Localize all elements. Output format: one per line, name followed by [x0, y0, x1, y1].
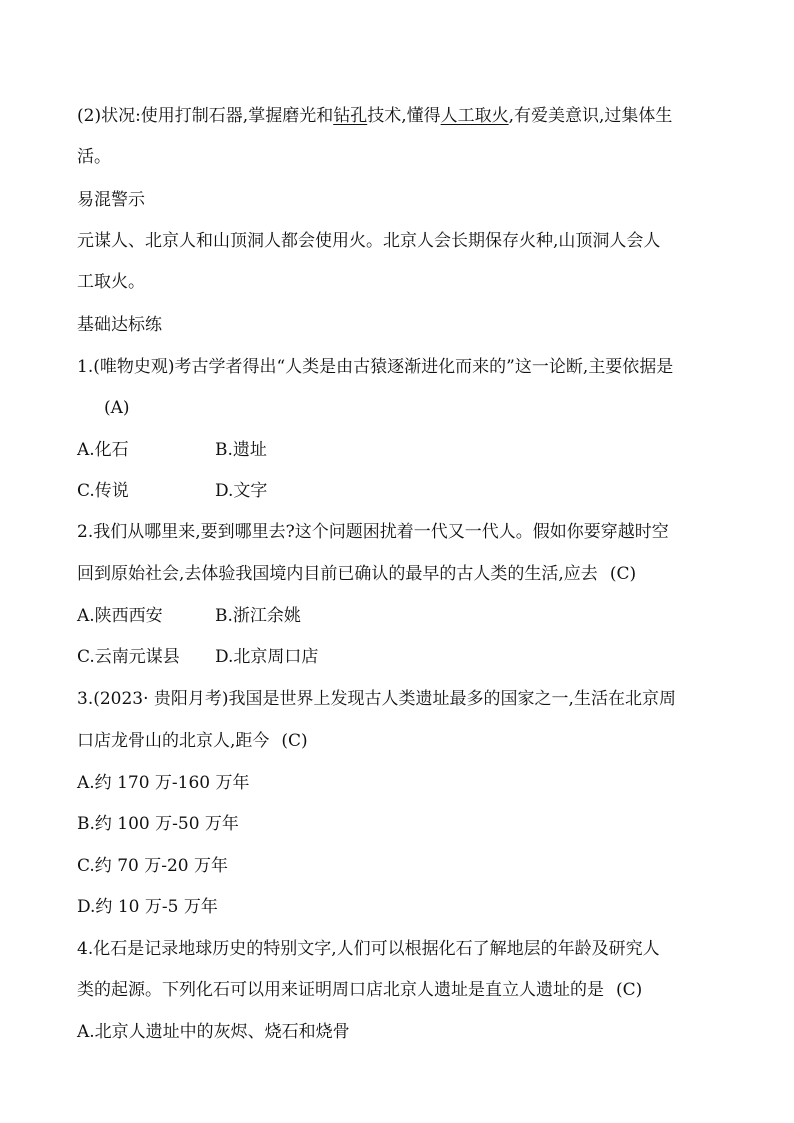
status-text-b: 技术,懂得	[367, 106, 441, 126]
question-2-option-d: D.北京周口店	[215, 647, 319, 667]
question-2-text-line-2-content: 回到原始社会,去体验我国境内目前已确认的最早的古人类的生活,应去	[77, 564, 598, 584]
question-1-text: 1.(唯物史观)考古学者得出“人类是由古猿逐渐进化而来的”这一论断,主要依据是	[77, 357, 674, 377]
question-4-option-a: A.北京人遗址中的灰烬、烧石和烧骨	[77, 1022, 350, 1042]
question-3-option-d: D.约 10 万-5 万年	[77, 897, 218, 917]
question-2-text-line-2	[77, 563, 636, 585]
status-text-a: (2)状况:使用打制石器,掌握磨光和	[77, 106, 334, 126]
question-2-option-c: C.云南元谋县	[77, 647, 180, 667]
tips-paragraph-line-1: 元谋人、北京人和山顶洞人都会使用火。北京人会长期保存火种,山顶洞人会人	[77, 231, 661, 251]
tips-paragraph-line-2: 工取火。	[77, 272, 145, 292]
status-paragraph-line-1	[77, 105, 672, 127]
question-1-option-b: B.遗址	[215, 440, 267, 460]
question-1-option-a: A.化石	[77, 440, 129, 460]
status-paragraph-line-2: 活。	[77, 147, 111, 167]
question-2-option-a: A.陕西西安	[77, 606, 163, 626]
question-2-answer: (C)	[609, 564, 637, 584]
underlined-term-fire-making: 人工取火	[440, 106, 509, 126]
question-3-option-a: A.约 170 万-160 万年	[77, 773, 250, 793]
question-3-option-b: B.约 100 万-50 万年	[77, 814, 239, 834]
question-2-text-line-1: 2.我们从哪里来,要到哪里去?这个问题困扰着一代又一代人。假如你要穿越时空	[77, 522, 669, 542]
question-3-text-line-2-content: 口店龙骨山的北京人,距今	[77, 731, 270, 751]
question-1-option-d: D.文字	[215, 481, 268, 501]
question-1-option-c: C.传说	[77, 481, 129, 501]
status-text-c: ,有爱美意识,过集体生	[508, 106, 673, 126]
section-heading-confusion-tips: 易混警示	[77, 190, 145, 210]
question-4-text-line-2	[77, 979, 642, 1001]
question-4-answer: (C)	[616, 980, 643, 1000]
question-3-option-c: C.约 70 万-20 万年	[77, 856, 229, 876]
question-3-answer: (C)	[281, 731, 308, 751]
section-heading-basic-practice: 基础达标练	[77, 315, 162, 335]
question-4-text-line-1: 4.化石是记录地球历史的特别文字,人们可以根据化石了解地层的年龄及研究人	[77, 939, 660, 959]
underlined-term-drilling: 钻孔	[333, 106, 368, 126]
question-4-text-line-2-content: 类的起源。下列化石可以用来证明周口店北京人遗址是直立人遗址的是	[77, 980, 604, 1000]
question-3-text-line-1: 3.(2023· 贵阳月考)我国是世界上发现古人类遗址最多的国家之一,生活在北京周	[77, 689, 676, 709]
question-1-answer: (A)	[104, 398, 130, 418]
question-3-text-line-2	[77, 730, 308, 752]
question-2-option-b: B.浙江余姚	[215, 606, 301, 626]
